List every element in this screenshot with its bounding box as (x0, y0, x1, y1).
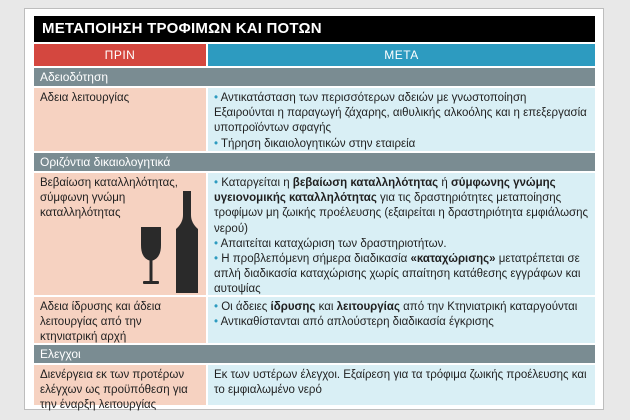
licensing-after-cell (208, 88, 595, 151)
controls-before-text: Διενέργεια εκ των προτέρων ελέγχων ως προϋπόθεση για την έναρξη λειτουργίας (40, 369, 188, 412)
wine-bottle-icon (176, 191, 198, 293)
suitability-after-cell (208, 173, 595, 295)
list-item: • Καταργείται η βεβαίωση καταλληλότητας ή σύμφωνης γνώμης υγειονομικής καταλληλότητας για τις δραστηριότητες μεταποίησης τροφίμων μη ζωικής προέλευσης (εξαιρείται η δραστηριότητα εμφιάλωσης νερού) (214, 177, 589, 235)
establishment-after-cell (208, 297, 595, 343)
controls-after-text: Εκ των υστέρων έλεγχοι. Εξαίρεση για τα τρόφιμα ζωικής προέλευσης και το εμφιαλωμένο νερό (214, 369, 587, 397)
establishment-before-text: Αδεια ίδρυσης και άδεια λειτουργίας από την κτηνιατρική αρχή (40, 301, 162, 344)
list-item: • Αντικαθίστανται από απλούστερη διαδικασία έγκρισης (214, 316, 494, 329)
list-item: • Οι άδειες ίδρυσης και λειτουργίας από την Κτηνιατρική καταργούνται (214, 301, 578, 313)
licensing-before-text: Αδεια λειτουργίας (40, 92, 130, 104)
section-horizontal-documents: Οριζόντια δικαιολογητικά (34, 153, 595, 171)
column-header-before: ΠΡΙΝ (34, 44, 206, 66)
list-item: • Απαιτείται καταχώριση των δραστηριοτήτων. (214, 237, 447, 250)
infographic-title: ΜΕΤΑΠΟΙΗΣΗ ΤΡΟΦΙΜΩΝ ΚΑΙ ΠΟΤΩΝ (34, 16, 595, 42)
list-item: Εξαιρούνται η παραγωγή ζάχαρης, αιθυλικής αλκοόλης και η επεξεργασία υποπροϊόντων σφαγής (214, 107, 587, 135)
wine-glass-icon (141, 227, 161, 284)
list-item: • Αντικατάσταση των περισσότερων αδειών με γνωστοποίηση (214, 92, 527, 104)
infographic-frame (24, 8, 604, 410)
list-item: • Τήρηση δικαιολογητικών στην εταιρεία (214, 137, 416, 150)
controls-after-cell (208, 365, 595, 405)
suitability-before-text: Βεβαίωση καταλληλότητας, σύμφωνη γνώμη καταλληλότητας (40, 177, 178, 220)
column-header-after: ΜΕΤΑ (208, 44, 595, 66)
section-controls: Ελεγχοι (34, 345, 595, 363)
establishment-before-cell (34, 297, 206, 343)
list-item: • Η προβλεπόμενη σήμερα διαδικασία «καταχώρισης» μετατρέπεται σε απλή διαδικασία καταχώρισης χωρίς απαίτηση κατάθεσης εγγράφων και αυτοψίας (214, 253, 581, 296)
controls-before-cell (34, 365, 206, 412)
section-licensing: Αδειοδότηση (34, 68, 595, 86)
licensing-before-cell (34, 88, 206, 151)
bottle-illustration (135, 189, 205, 297)
